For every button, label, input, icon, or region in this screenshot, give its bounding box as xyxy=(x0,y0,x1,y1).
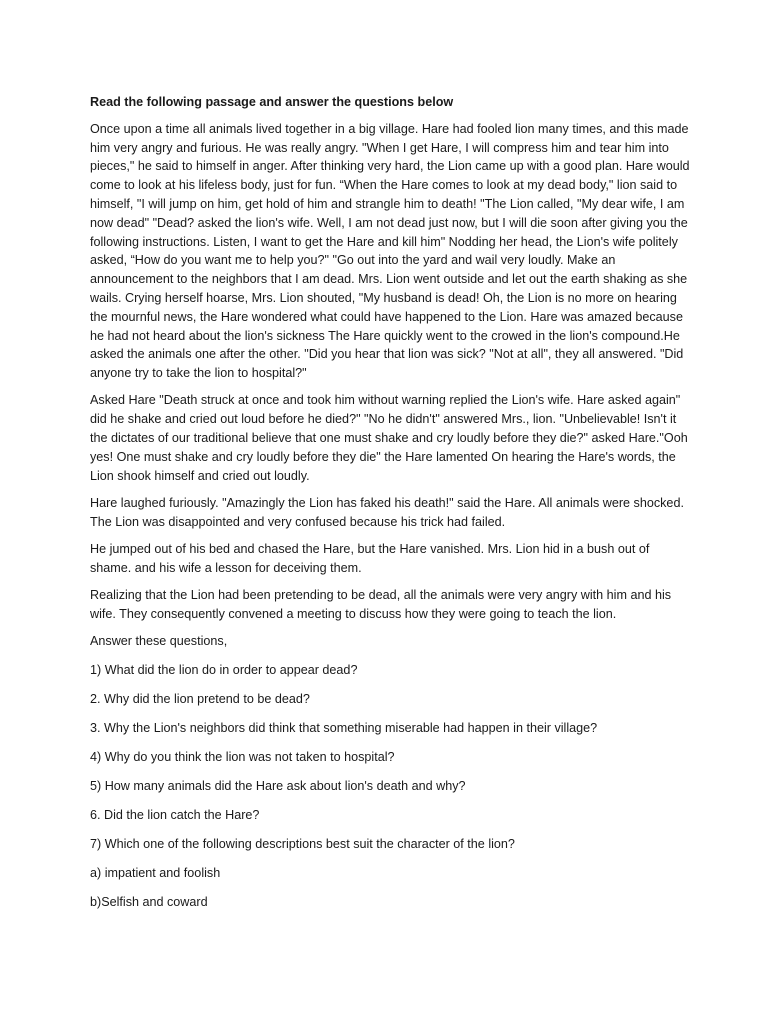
question-2: 2. Why did the lion pretend to be dead? xyxy=(90,692,310,707)
story-paragraph-5: Realizing that the Lion had been pretending to be dead, all the animals were very angry with him and his wife. They consequently convened a meeting to discuss how they were going to teach the lion. xyxy=(90,588,672,621)
question-4: 4) Why do you think the lion was not taken to hospital? xyxy=(90,750,395,765)
document-body xyxy=(90,93,690,922)
question-7: 7) Which one of the following descriptions best suit the character of the lion? xyxy=(90,837,515,852)
question-3: 3. Why the Lion's neighbors did think that something miserable had happen in their village? xyxy=(90,721,598,736)
question-5: 5) How many animals did the Hare ask about lion's death and why? xyxy=(90,779,466,794)
questions-intro: Answer these questions, xyxy=(90,634,228,649)
story-paragraph-4: He jumped out of his bed and chased the Hare, but the Hare vanished. Mrs. Lion hid in a bush out of shame. and his wife a lesson for deceiving them. xyxy=(90,542,650,575)
story-paragraph-1: Once upon a time all animals lived together in a big village. Hare had fooled lion many times, and this made him very angry and furious. He was really angry. "When I get Hare, I will compress him and tear him into pieces," he said to himself in anger. After thinking very hard, the Lion came up with a good plan. Hare would come to look at his lifeless body, just for fun. “When the Hare comes to look at my dead body," lion said to himself, "I will jump on him, get hold of him and strangle him to death! "The Lion called, "My dear wife, I am now dead" "Dead? asked the lion's wife. Well, I am not dead just now, but I will die soon after giving you the following instructions. Listen, I want to get the Hare and kill him" Nodding her head, the Lion's wife politely asked, “How do you want me to help you?" "Go out into the yard and wail very loudly. Make an announcement to the neighbors that I am dead. Mrs. Lion went outside and let out the earth shaking as she wails. Crying herself hoarse, Mrs. Lion shouted, "My husband is dead! Oh, the Lion is no more on hearing the mournful news, the Hare wondered what could have happened to the Lion. Hare was amazed because he had not heard about the lion's sickness The Hare quickly went to the crowed in the lion's compound.He asked the animals one after the other. "Did you hear that lion was sick? "Not at all", they all answered. "Did anyone try to take the lion to hospital?" xyxy=(90,121,690,381)
story-paragraph-2: Asked Hare "Death struck at once and took him without warning replied the Lion's wife. Hare asked again" did he shake and cried out loud before he died?" "No he didn't" answered Mrs., lion. "Unbelievable! Isn't it the dictates of our traditional believe that one must shake and cry loudly before they die?" asked Hare."Ooh yes! One must shake and cry loudly before they die" the Hare lamented On hearing the Hare's words, the Lion shook himself and cried out loudly. xyxy=(90,393,688,483)
instruction-heading: Read the following passage and answer the questions below xyxy=(90,95,454,109)
option-a: a) impatient and foolish xyxy=(90,866,221,881)
option-b: b)Selfish and coward xyxy=(90,895,208,910)
story-paragraph-3: Hare laughed furiously. "Amazingly the Lion has faked his death!" said the Hare. All animals were shocked. The Lion was disappointed and very confused because his trick had failed. xyxy=(90,495,684,529)
question-1: 1) What did the lion do in order to appear dead? xyxy=(90,663,358,678)
question-6: 6. Did the lion catch the Hare? xyxy=(90,808,260,823)
